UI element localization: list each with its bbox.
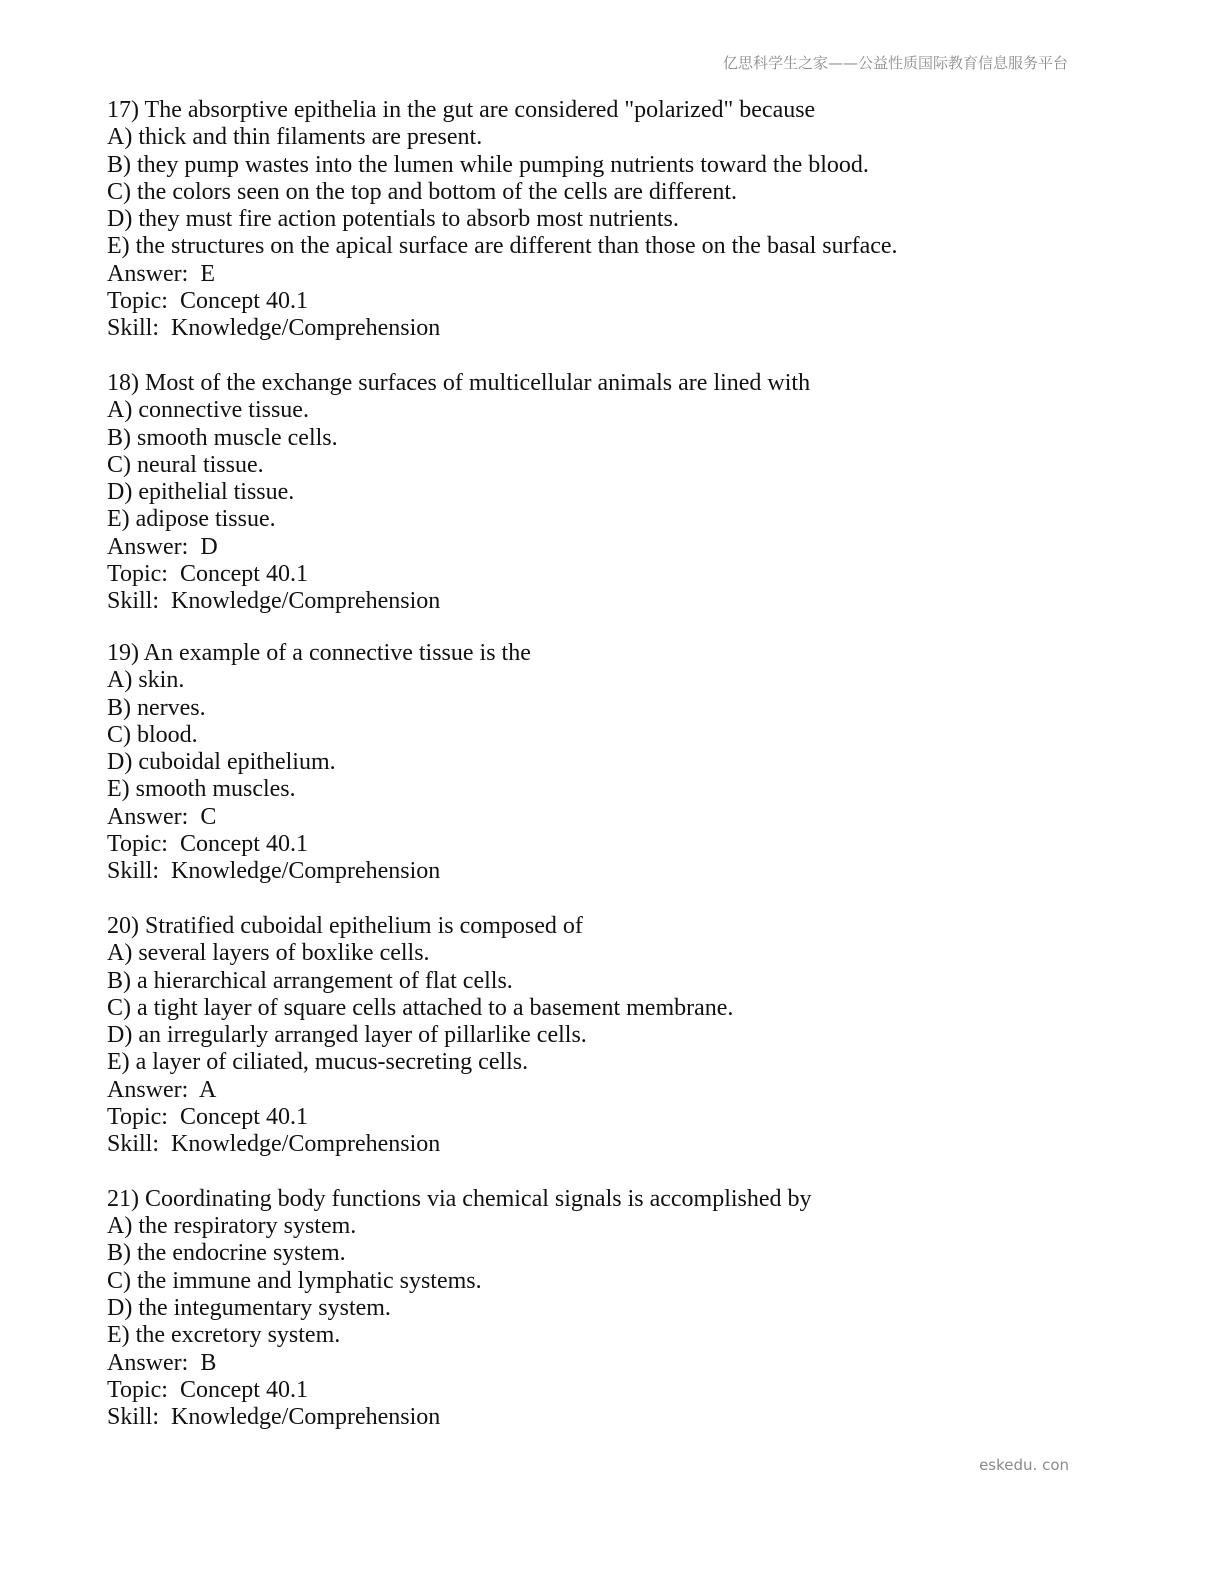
footer-site-domain: eskedu. con	[979, 1456, 1069, 1474]
option-a: A) several layers of boxlike cells.	[107, 940, 430, 967]
question-stem: 17) The absorptive epithelia in the gut are considered "polarized" because	[107, 97, 816, 123]
option-c: C) neural tissue.	[107, 451, 264, 478]
option-d: D) cuboidal epithelium.	[107, 749, 336, 776]
topic-line: Topic: Concept 40.1	[107, 831, 308, 858]
option-b: B) they pump wastes into the lumen while pumping nutrients toward the blood.	[107, 151, 869, 178]
question-17	[107, 97, 1107, 343]
question-18	[107, 370, 1107, 616]
option-e: E) adipose tissue.	[107, 506, 276, 533]
skill-line: Skill: Knowledge/Comprehension	[107, 1131, 441, 1158]
question-stem: 18) Most of the exchange surfaces of multicellular animals are lined with	[107, 369, 811, 396]
option-e: E) a layer of ciliated, mucus-secreting cells.	[107, 1049, 529, 1076]
option-e: E) smooth muscles.	[107, 776, 296, 803]
topic-line: Topic: Concept 40.1	[107, 1376, 308, 1403]
skill-line: Skill: Knowledge/Comprehension	[107, 1404, 441, 1431]
option-b: B) nerves.	[107, 694, 206, 721]
answer-line: Answer: A	[107, 1076, 217, 1103]
question-stem: 21) Coordinating body functions via chemical signals is accomplished by	[107, 1185, 812, 1212]
skill-line: Skill: Knowledge/Comprehension	[107, 315, 441, 342]
option-c: C) the immune and lymphatic systems.	[107, 1267, 482, 1294]
option-d: D) they must fire action potentials to absorb most nutrients.	[107, 206, 679, 233]
skill-line: Skill: Knowledge/Comprehension	[107, 588, 441, 615]
answer-line: Answer: E	[107, 260, 215, 287]
option-b: B) smooth muscle cells.	[107, 424, 338, 451]
option-a: A) the respiratory system.	[107, 1213, 357, 1240]
question-list	[107, 97, 1107, 1459]
question-20	[107, 913, 1107, 1159]
option-d: D) epithelial tissue.	[107, 479, 295, 506]
option-d: D) the integumentary system.	[107, 1295, 391, 1322]
answer-line: Answer: B	[107, 1349, 217, 1376]
question-stem: 20) Stratified cuboidal epithelium is composed of	[107, 912, 583, 939]
answer-line: Answer: C	[107, 803, 217, 830]
topic-line: Topic: Concept 40.1	[107, 561, 308, 588]
option-d: D) an irregularly arranged layer of pillarlike cells.	[107, 1022, 587, 1049]
answer-line: Answer: D	[107, 533, 218, 560]
option-b: B) the endocrine system.	[107, 1240, 346, 1267]
option-b: B) a hierarchical arrangement of flat cells.	[107, 967, 513, 994]
topic-line: Topic: Concept 40.1	[107, 1103, 308, 1130]
option-c: C) a tight layer of square cells attached to a basement membrane.	[107, 994, 734, 1021]
option-a: A) skin.	[107, 667, 185, 694]
header-site-text: 亿思科学生之家——公益性质国际教育信息服务平台	[722, 54, 1068, 72]
skill-line: Skill: Knowledge/Comprehension	[107, 858, 441, 885]
question-21	[107, 1186, 1107, 1432]
topic-line: Topic: Concept 40.1	[107, 288, 308, 315]
question-19	[107, 640, 1107, 886]
option-e: E) the structures on the apical surface are different than those on the basal surface.	[107, 233, 898, 260]
option-e: E) the excretory system.	[107, 1322, 341, 1349]
option-c: C) blood.	[107, 721, 198, 748]
option-a: A) connective tissue.	[107, 397, 309, 424]
option-c: C) the colors seen on the top and bottom of the cells are different.	[107, 178, 738, 205]
option-a: A) thick and thin filaments are present.	[107, 124, 483, 151]
question-stem: 19) An example of a connective tissue is the	[107, 639, 531, 666]
